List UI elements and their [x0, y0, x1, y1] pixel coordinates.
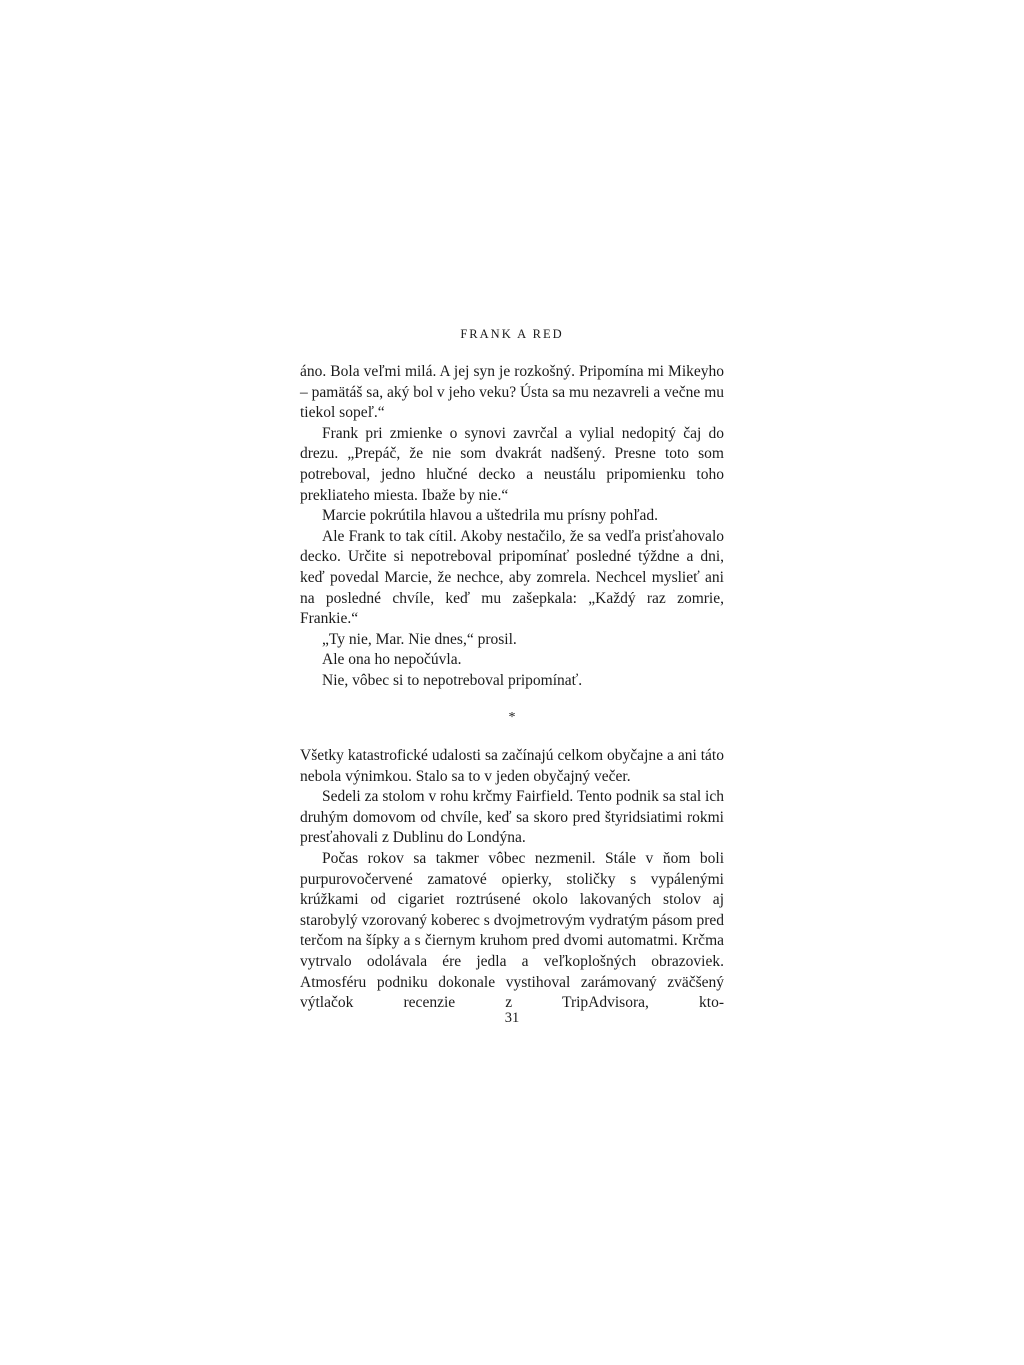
- text-section-1: [300, 362, 724, 692]
- paragraph: Počas rokov sa takmer vôbec nezmenil. Stále v ňom boli purpurovočervené zamatové opierky, stoličky s vypálenými krúžkami od cigariet roztrúsené okolo lakovaných stolov aj starobylý vzorovaný koberec s dvojmetrovým vydratým pásom pred terčom na šípky a s čiernym kruhom pred dvomi automatmi. Krčma vytrvalo odolávala ére jedla a veľkoplošných obrazoviek. Atmosféru podniku dokonale vystihoval zarámovaný zväčšený výtlačok recenzie z TripAdvisora, kto-: [300, 849, 724, 1012]
- paragraph: Ale Frank to tak cítil. Akoby nestačilo, že sa vedľa prisťahovalo decko. Určite si nepotreboval pripomínať posledné týždne a dni, keď povedal Marcie, že nechce, aby zomrela. Nechcel myslieť ani na posledné chvíle, keď mu zašepkala: „Každý raz zomrie, Frankie.“: [300, 527, 724, 628]
- paragraph: Sedeli za stolom v rohu krčmy Fairfield. Tento podnik sa stal ich druhým domovom od chvíle, keď sa skoro pred štyridsiatimi rokmi presťahovali z Dublinu do Londýna.: [300, 788, 724, 847]
- running-header: FRANK A RED: [460, 327, 564, 341]
- text-section-2: [300, 746, 724, 1014]
- paragraph: „Ty nie, Mar. Nie dnes,“ prosil.: [322, 630, 517, 648]
- paragraph: Všetky katastrofické udalosti sa začínajú celkom obyčajne a ani táto nebola výnimkou. Stalo sa to v jeden obyčajný večer.: [300, 747, 724, 785]
- paragraph: Ale ona ho nepočúvla.: [322, 651, 462, 669]
- paragraph: Nie, vôbec si to nepotreboval pripomínať.: [322, 671, 583, 689]
- section-separator: *: [508, 710, 516, 725]
- paragraph: Frank pri zmienke o synovi zavrčal a vylial nedopitý čaj do drezu. „Prepáč, že nie som dvakrát nadšený. Presne toto som potreboval, jedno hlučné decko a neustálu pripomienku toho prekliateho miesta. Ibaže by nie.“: [300, 424, 724, 504]
- page-number: 31: [504, 1010, 520, 1026]
- paragraph: Marcie pokrútila hlavou a uštedrila mu prísny pohľad.: [322, 507, 659, 525]
- paragraph: áno. Bola veľmi milá. A jej syn je rozkošný. Pripomína mi Mikeyho – pamätáš sa, aký bol v jeho veku? Ústa sa mu nezavreli a večne mu tiekol sopeľ.“: [300, 363, 724, 422]
